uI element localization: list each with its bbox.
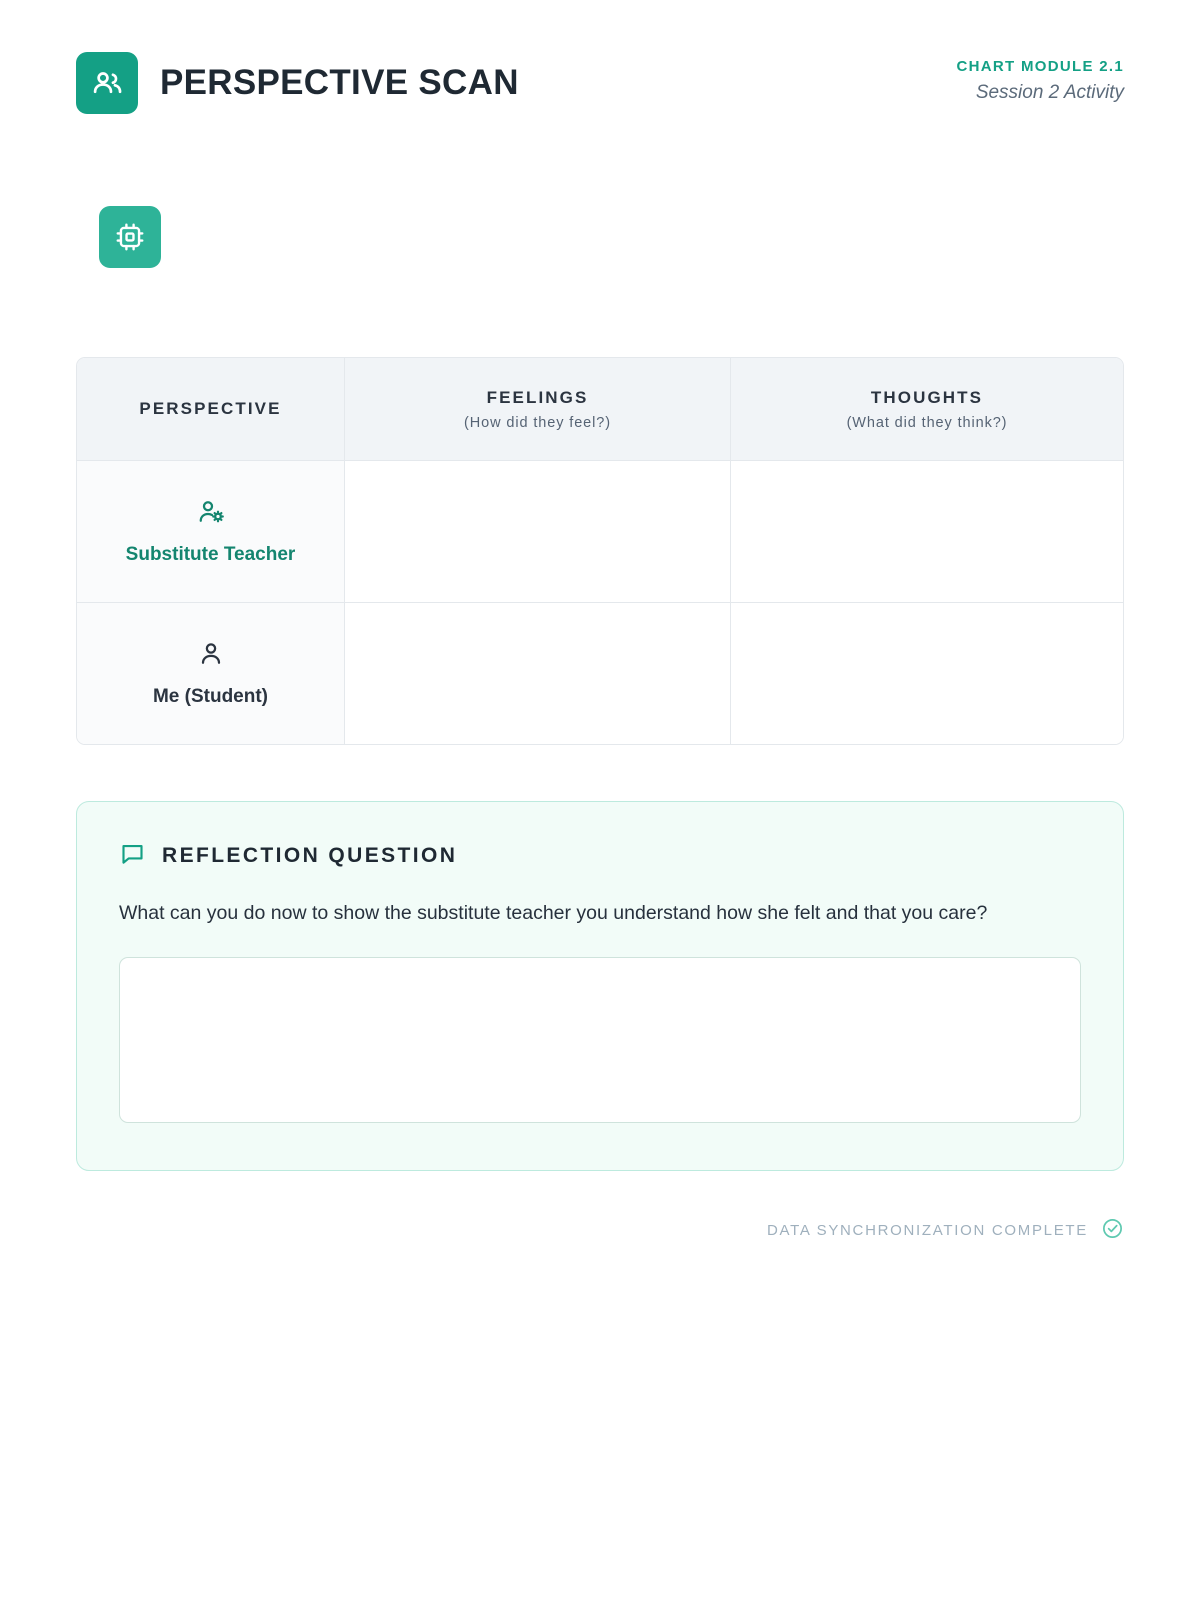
column-title: PERSPECTIVE (139, 399, 282, 418)
people-group-icon (76, 52, 138, 114)
reflection-answer-input[interactable] (119, 957, 1081, 1123)
column-subtitle: (What did they think?) (846, 414, 1008, 431)
module-label: CHART MODULE 2.1 (956, 58, 1124, 75)
reflection-header (119, 840, 1081, 872)
column-subtitle: (How did they feel?) (464, 414, 611, 431)
persona-label: Me (Student) (152, 686, 269, 707)
cell-student-thoughts[interactable] (731, 603, 1123, 744)
person-gear-icon (196, 497, 226, 532)
cell-teacher-feelings[interactable] (345, 461, 731, 602)
header-meta (957, 52, 1124, 104)
persona-substitute-teacher (77, 461, 345, 602)
brand (76, 52, 519, 114)
page-header (76, 52, 1124, 114)
column-header-perspective (77, 358, 345, 460)
table-row (77, 460, 1123, 602)
table-header-row (77, 358, 1123, 460)
person-icon (196, 639, 226, 674)
perspective-table (76, 357, 1124, 745)
page-title: PERSPECTIVE SCAN (160, 63, 519, 102)
check-circle-icon (1101, 1217, 1124, 1245)
reflection-panel (76, 801, 1124, 1171)
footer-status (76, 1217, 1124, 1245)
persona-me-student (77, 603, 345, 744)
column-title: FEELINGS (486, 387, 589, 407)
cell-student-feelings[interactable] (345, 603, 731, 744)
column-header-feelings (345, 358, 731, 460)
cpu-chip-icon (99, 206, 161, 268)
session-label: Session 2 Activity (975, 82, 1124, 103)
reflection-question: What can you do now to show the substitute teacher you understand how she felt and that you care? (119, 902, 988, 924)
table-row (77, 602, 1123, 744)
reflection-title: REFLECTION QUESTION (162, 844, 458, 867)
chip-row (76, 206, 1124, 268)
cell-teacher-thoughts[interactable] (731, 461, 1123, 602)
status-text: DATA SYNCHRONIZATION COMPLETE (767, 1222, 1088, 1240)
speech-bubble-icon (119, 840, 146, 872)
column-header-thoughts (731, 358, 1123, 460)
column-title: THOUGHTS (870, 387, 984, 407)
persona-label: Substitute Teacher (125, 544, 296, 565)
